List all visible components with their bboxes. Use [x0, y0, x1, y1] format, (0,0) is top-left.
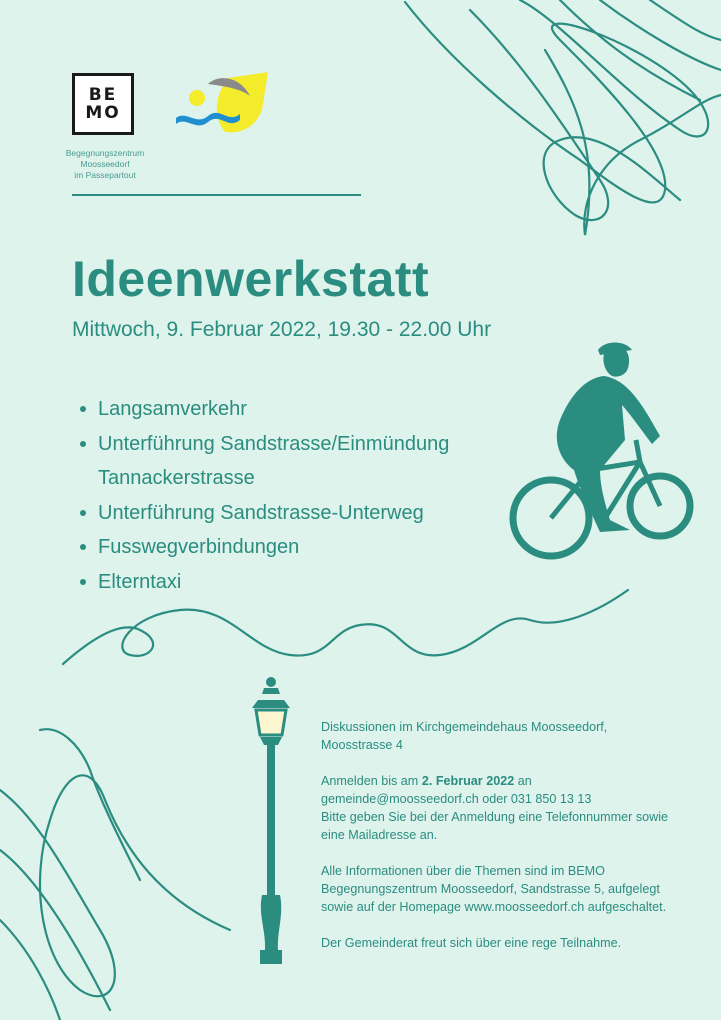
- topic-item: Fusswegverbindungen: [72, 530, 512, 565]
- bemo-logo: [72, 73, 134, 135]
- event-title: Ideenwerkstatt: [72, 251, 430, 307]
- bemo-caption: [60, 148, 150, 181]
- registration-paragraph: [321, 772, 691, 844]
- wavy-line: [63, 590, 628, 664]
- venue-paragraph: [321, 718, 691, 754]
- topic-item: Unterführung Sandstrasse-Unterweg: [72, 496, 512, 531]
- register-prefix: Anmelden bis am: [321, 774, 422, 788]
- top-right-scribble: [405, 0, 721, 235]
- venue-line-2: Moosstrasse 4: [321, 738, 403, 752]
- topic-list: [72, 392, 512, 599]
- topic-item: Langsamverkehr: [72, 392, 512, 427]
- phone-note: Bitte geben Sie bei der Anmeldung eine Telefonnummer sowie eine Mailadresse an.: [321, 810, 669, 842]
- bemo-logo-line-1: BE: [88, 85, 118, 105]
- municipality-coat-of-arms: [176, 72, 268, 132]
- more-info-paragraph: Alle Informationen über die Themen sind im BEMO Begegnungszentrum Moosseedorf, Sandstrasse 5, aufgelegt sowie auf der Homepage www.moosseedorf.ch aufgeschaltet.: [321, 864, 667, 914]
- street-lamp-illustration: [252, 677, 290, 964]
- topic-item: Elterntaxi: [72, 565, 512, 600]
- closing-paragraph: Der Gemeinderat freut sich über eine rege Teilnahme.: [321, 936, 622, 950]
- header-divider: [72, 194, 361, 196]
- bottom-left-scribble: [0, 729, 230, 1020]
- topic-item: Unterführung Sandstrasse/Einmündung Tannackerstrasse: [72, 427, 512, 496]
- register-suffix: an: [514, 774, 532, 788]
- event-info: [321, 718, 691, 970]
- venue-line-1: Diskussionen im Kirchgemeindehaus Moosseedorf,: [321, 720, 608, 734]
- caption-line-1: Begegnungszentrum: [65, 148, 145, 158]
- event-date: Mittwoch, 9. Februar 2022, 19.30 - 22.00 Uhr: [72, 318, 492, 341]
- cyclist-silhouette: [513, 343, 690, 557]
- bemo-logo-line-2: MO: [85, 103, 121, 123]
- caption-line-2: Moosseedorf: [80, 159, 130, 169]
- caption-line-3: im Passepartout: [74, 170, 136, 180]
- contact-line: gemeinde@moosseedorf.ch oder 031 850 13 13: [321, 792, 592, 806]
- register-date: 2. Februar 2022: [421, 774, 515, 788]
